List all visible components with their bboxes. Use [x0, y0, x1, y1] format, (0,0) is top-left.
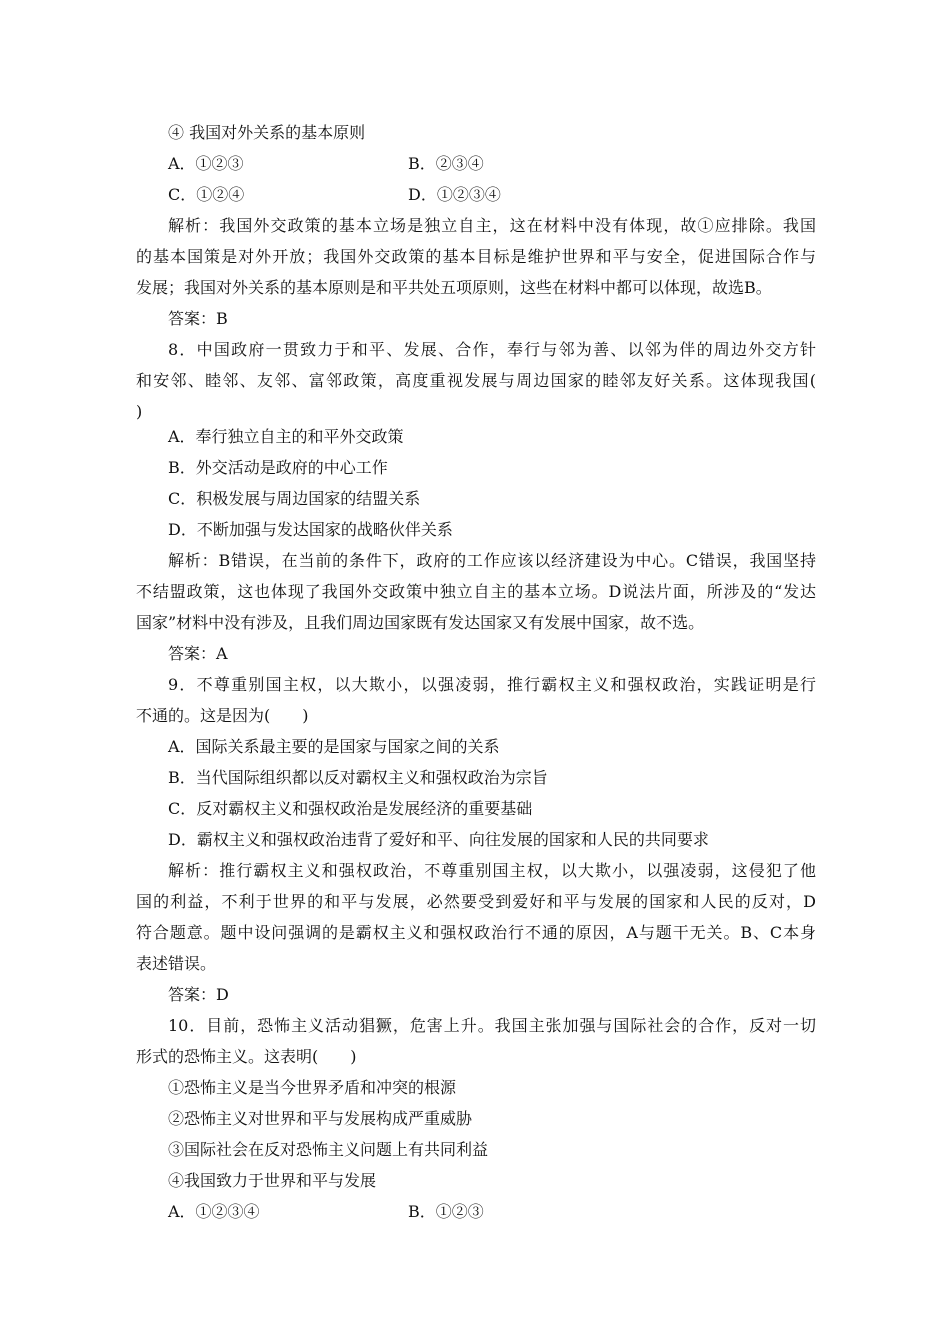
q10-statement-2: ②恐怖主义对世界和平与发展构成严重威胁 [168, 1109, 473, 1128]
q9-analysis-line-4: 表述错误。 [136, 954, 217, 973]
q7-analysis-line-2: 的基本国策是对外开放；我国外交政策的基本目标是维护世界和平与安全，促进国际合作与 [136, 247, 816, 266]
q10-stem-line-2: 形式的恐怖主义。这表明( ) [136, 1047, 357, 1066]
q8-option-c: C．积极发展与周边国家的结盟关系 [168, 489, 421, 508]
q9-option-c: C．反对霸权主义和强权政治是发展经济的重要基础 [168, 799, 533, 818]
q8-analysis-line-1: 解析：B错误，在当前的条件下，政府的工作应该以经济建设为中心。C错误，我国坚持 [168, 551, 816, 570]
q7-option-d: D．①②③④ [408, 185, 501, 204]
q7-answer: 答案：B [168, 309, 228, 328]
q8-stem-line-3: ) [136, 402, 143, 421]
q9-stem-line-2: 不通的。这是因为( ) [136, 706, 309, 725]
q7-option-b: B．②③④ [408, 154, 484, 173]
q10-stem-line-1: 10．目前，恐怖主义活动猖獗，危害上升。我国主张加强与国际社会的合作，反对一切 [168, 1016, 816, 1035]
q10-statement-4: ④我国致力于世界和平与发展 [168, 1171, 377, 1190]
q10-option-b: B．①②③ [408, 1202, 484, 1221]
q7-analysis-line-3: 发展；我国对外关系的基本原则是和平共处五项原则，这些在材料中都可以体现，故选B。 [136, 278, 772, 297]
q9-stem-line-1: 9．不尊重别国主权，以大欺小，以强凌弱，推行霸权主义和强权政治，实践证明是行 [168, 675, 816, 694]
q7-option-c: C．①②④ [168, 185, 245, 204]
q9-option-b: B．当代国际组织都以反对霸权主义和强权政治为宗旨 [168, 768, 548, 787]
q8-option-a: A．奉行独立自主的和平外交政策 [168, 427, 404, 446]
q8-stem-line-1: 8．中国政府一贯致力于和平、发展、合作，奉行与邻为善、以邻为伴的周边外交方针 [168, 340, 816, 359]
option-4-principles: ④ 我国对外关系的基本原则 [168, 123, 366, 142]
q9-option-d: D．霸权主义和强权政治违背了爱好和平、向往发展的国家和人民的共同要求 [168, 830, 709, 849]
q9-analysis-line-2: 国的利益，不利于世界的和平与发展，必然要受到爱好和平与发展的国家和人民的反对，D [136, 892, 816, 911]
q9-analysis-line-1: 解析：推行霸权主义和强权政治，不尊重别国主权，以大欺小，以强凌弱，这侵犯了他 [168, 861, 816, 880]
q7-analysis-line-1: 解析：我国外交政策的基本立场是独立自主，这在材料中没有体现，故①应排除。我国 [168, 216, 816, 235]
q9-answer: 答案：D [168, 985, 229, 1004]
q8-option-b: B．外交活动是政府的中心工作 [168, 458, 388, 477]
q9-option-a: A．国际关系最主要的是国家与国家之间的关系 [168, 737, 500, 756]
q8-option-d: D．不断加强与发达国家的战略伙伴关系 [168, 520, 453, 539]
q8-answer: 答案：A [168, 644, 228, 663]
q9-analysis-line-3: 符合题意。题中设问强调的是霸权主义和强权政治行不通的原因，A与题干无关。B、C本身 [136, 923, 816, 942]
q7-option-a: A．①②③ [168, 154, 244, 173]
q10-statement-3: ③国际社会在反对恐怖主义问题上有共同利益 [168, 1140, 489, 1159]
q8-analysis-line-2: 不结盟政策，这也体现了我国外交政策中独立自主的基本立场。D说法片面，所涉及的“发达 [136, 582, 816, 601]
q8-stem-line-2: 和安邻、睦邻、友邻、富邻政策，高度重视发展与周边国家的睦邻友好关系。这体现我国( [136, 371, 816, 390]
q8-analysis-line-3: 国家”材料中没有涉及，且我们周边国家既有发达国家又有发展中国家，故不选。 [136, 613, 705, 632]
q10-option-a: A．①②③④ [168, 1202, 260, 1221]
q10-statement-1: ①恐怖主义是当今世界矛盾和冲突的根源 [168, 1078, 457, 1097]
